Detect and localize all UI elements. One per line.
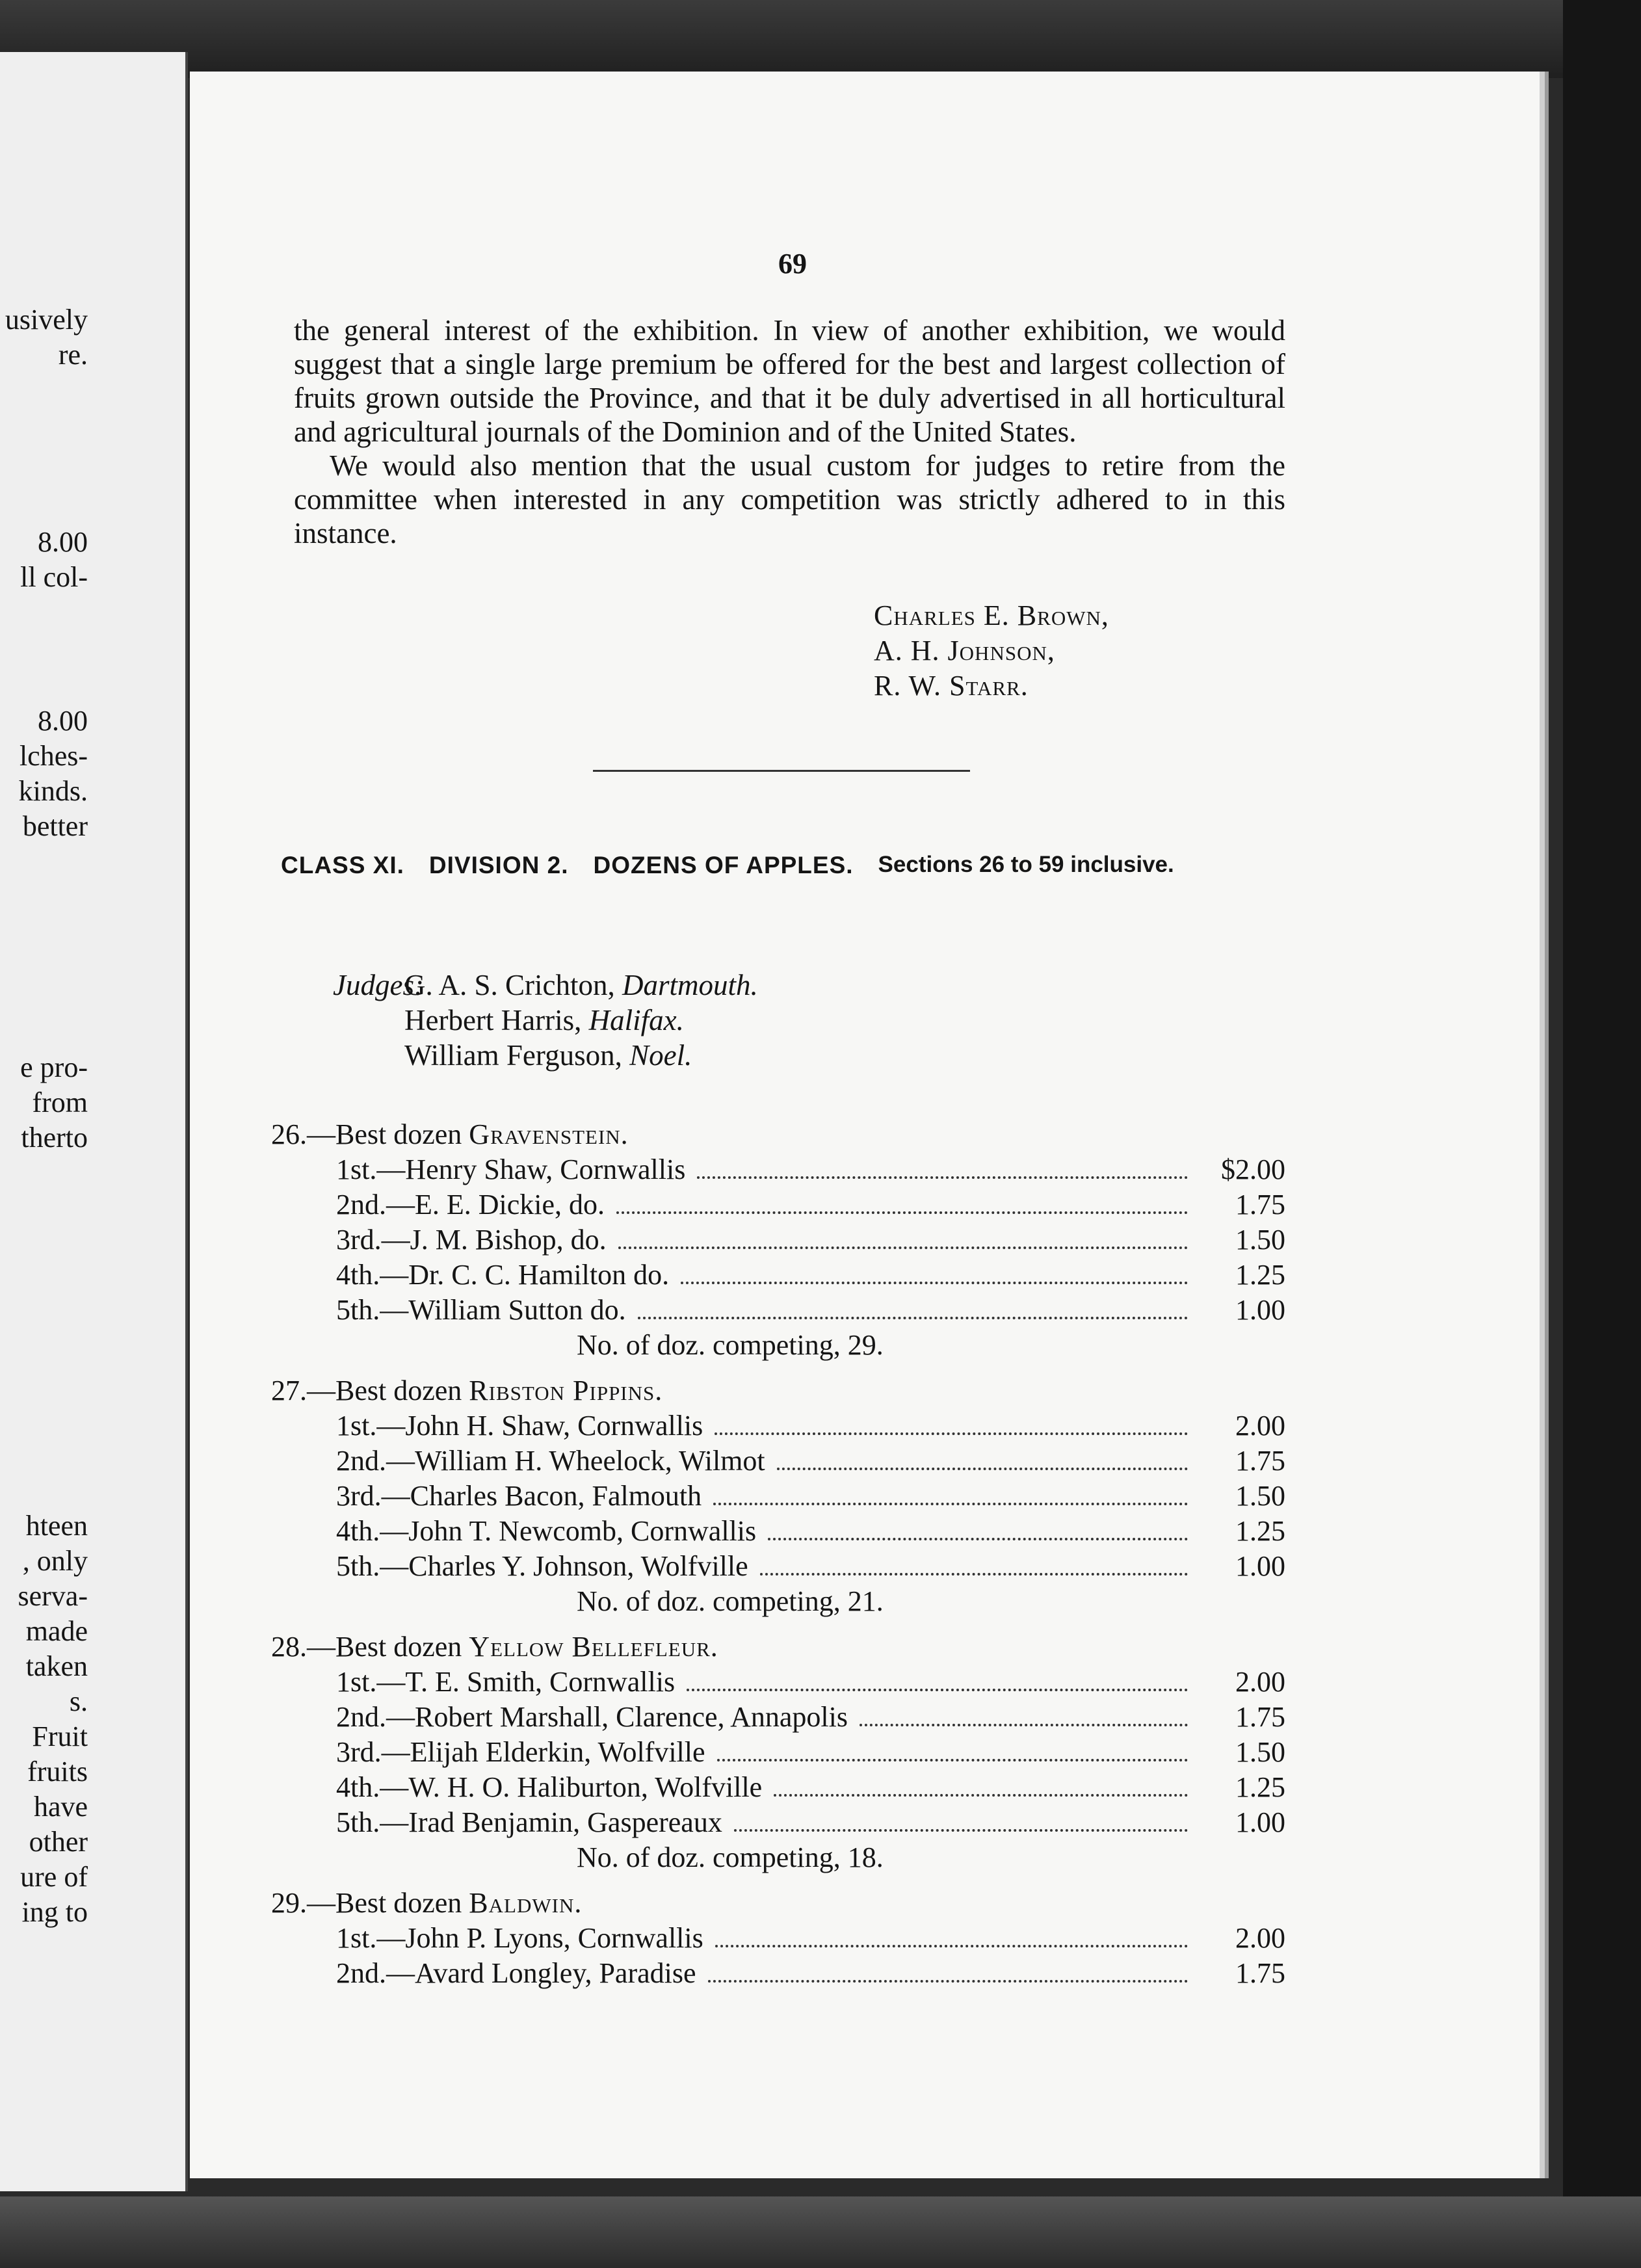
section-number: 27. [271, 1375, 307, 1406]
entry-prize: 1.75 [1235, 1189, 1285, 1220]
entry-name: —T. E. Smith, Cornwallis [376, 1666, 676, 1698]
leader-dots [618, 1246, 1188, 1249]
prize-entry [336, 1700, 1285, 1735]
entry-prize: 1.25 [1235, 1515, 1285, 1547]
entry-prize: 1.50 [1235, 1736, 1285, 1768]
background-bottom [0, 2196, 1641, 2268]
entry-prize: 1.25 [1235, 1259, 1285, 1291]
entry-place: 4th. [336, 1771, 380, 1803]
fragment-line: ing to [21, 1896, 88, 1928]
entry-place: 4th. [336, 1515, 380, 1547]
leader-dots [638, 1317, 1188, 1319]
intro-text [294, 313, 1285, 550]
entry-place: 1st. [336, 1154, 377, 1185]
section-title [271, 1117, 1285, 1152]
fragment-line: made [25, 1615, 88, 1647]
leader-dots [713, 1503, 1188, 1505]
entry-place: 4th. [336, 1259, 380, 1291]
fragment-middle [19, 739, 88, 844]
judge-line [404, 1003, 758, 1038]
fragment-amount: 8.00 [38, 526, 88, 558]
entry-name: —Elijah Elderkin, Wolfville [381, 1736, 705, 1768]
entry-name: —John T. Newcomb, Cornwallis [380, 1515, 757, 1547]
entry-place: 5th. [336, 1294, 380, 1326]
fragment-line: usively [5, 304, 88, 336]
leader-dots [768, 1538, 1188, 1540]
entry-prize: 1.75 [1235, 1957, 1285, 1989]
leader-dots [715, 1432, 1188, 1435]
prize-entry [336, 1187, 1285, 1222]
intro-paragraph: We would also mention that the usual custom for judges to retire from the committee when interested in any competition was strictly adhered to in this instance. [294, 449, 1285, 549]
fragment-line: ll col- [20, 561, 88, 593]
leader-dots [777, 1468, 1188, 1470]
section-title [271, 1886, 1285, 1921]
fragment-top [5, 302, 88, 373]
section-26 [271, 1117, 1285, 1363]
fragment-amount: 8.00 [38, 705, 88, 737]
fragment-line: from [32, 1087, 88, 1118]
entry-prize: 1.00 [1235, 1806, 1285, 1838]
entry-place: 3rd. [336, 1480, 382, 1512]
intro-paragraph: the general interest of the exhibition. In view of another exhibition, we would suggest that a single large premium be offered for the best and largest collection of fruits grown outside the Province, and that it be duly advertised in all horticultural and agricultural journals of the Dominion and of the United States. [294, 314, 1285, 448]
document-page [190, 72, 1540, 2178]
prize-entry [336, 1770, 1285, 1805]
class-title: DOZENS OF APPLES. [593, 852, 854, 878]
fragment-line: , only [22, 1545, 88, 1577]
leader-dots [687, 1689, 1188, 1691]
judges-label: Judges: [333, 969, 424, 1001]
prize-entry [336, 1921, 1285, 1956]
background-right [1563, 0, 1641, 2268]
entry-name: —Charles Y. Johnson, Wolfville [380, 1550, 748, 1582]
section-number: 28. [271, 1631, 307, 1663]
prize-entry [336, 1549, 1285, 1584]
judge-name: Herbert Harris, [404, 1004, 582, 1036]
judge-place: Noel. [629, 1039, 692, 1072]
fragment-line: have [33, 1791, 88, 1823]
signatures [874, 598, 1109, 704]
section-number: 26. [271, 1118, 307, 1150]
class-header [281, 852, 1276, 879]
entry-prize: 1.50 [1235, 1224, 1285, 1256]
entry-name: —William H. Wheelock, Wilmot [386, 1445, 765, 1477]
entry-name: —E. E. Dickie, do. [386, 1189, 605, 1220]
judge-line [404, 1038, 758, 1073]
entry-name: —John H. Shaw, Cornwallis [376, 1410, 703, 1442]
fragment-bottom [18, 1509, 88, 1930]
section-heading: —Best dozen [307, 1118, 462, 1150]
judges-block [333, 968, 758, 1073]
entry-name: —William Sutton do. [380, 1294, 626, 1326]
entry-place: 5th. [336, 1550, 380, 1582]
section-29 [271, 1886, 1285, 1991]
entry-place: 2nd. [336, 1701, 386, 1733]
entry-prize: 1.50 [1235, 1480, 1285, 1512]
fragment-pro [20, 1050, 88, 1155]
prize-entry [336, 1665, 1285, 1700]
entry-place: 3rd. [336, 1224, 382, 1256]
leader-dots [715, 1945, 1188, 1947]
entry-place: 2nd. [336, 1189, 386, 1220]
sections-range: Sections 26 to 59 inclusive. [878, 852, 1174, 877]
judge-name: William Ferguson, [404, 1039, 622, 1072]
judge-place: Halifax. [588, 1004, 684, 1036]
fragment-line: s. [69, 1685, 88, 1717]
entry-place: 1st. [336, 1922, 377, 1954]
leader-dots [697, 1176, 1188, 1179]
entry-place: 1st. [336, 1666, 377, 1698]
entry-prize: 2.00 [1235, 1922, 1285, 1954]
prize-entry [336, 1258, 1285, 1293]
leader-dots [717, 1759, 1188, 1761]
fragment-line: lches- [19, 740, 88, 772]
entry-prize: 1.75 [1235, 1701, 1285, 1733]
entry-prize: 1.00 [1235, 1550, 1285, 1582]
section-heading: —Best dozen [307, 1887, 462, 1919]
entry-name: —J. M. Bishop, do. [381, 1224, 607, 1256]
entry-place: 2nd. [336, 1445, 386, 1477]
entry-name: —John P. Lyons, Cornwallis [376, 1922, 703, 1954]
fragment-line: other [29, 1826, 88, 1858]
prize-entry [336, 1735, 1285, 1770]
competing-count: No. of doz. competing, 29. [577, 1329, 884, 1361]
leader-dots [681, 1282, 1188, 1284]
fragment-line: re. [58, 339, 88, 371]
prize-entry [336, 1479, 1285, 1514]
entry-name: —Dr. C. C. Hamilton do. [380, 1259, 670, 1291]
entry-prize: 2.00 [1235, 1666, 1285, 1698]
entry-place: 5th. [336, 1806, 380, 1838]
leader-dots [734, 1829, 1188, 1832]
prize-entry [336, 1408, 1285, 1444]
entry-prize: 2.00 [1235, 1410, 1285, 1442]
signature: R. W. Starr. [874, 670, 1029, 702]
background-top [0, 0, 1641, 78]
competing-count: No. of doz. competing, 18. [577, 1841, 884, 1873]
fragment-line: taken [25, 1650, 88, 1682]
entry-prize: 1.00 [1235, 1294, 1285, 1326]
entry-place: 3rd. [336, 1736, 382, 1768]
leader-dots [860, 1724, 1188, 1726]
entry-prize: $2.00 [1221, 1154, 1285, 1185]
entry-name: —Robert Marshall, Clarence, Annapolis [386, 1701, 848, 1733]
entry-name: —Irad Benjamin, Gaspereaux [380, 1806, 722, 1838]
fragment-line: Fruit [32, 1721, 88, 1752]
page-number: 69 [778, 248, 807, 280]
fragment-line: fruits [27, 1756, 88, 1787]
entry-name: —Charles Bacon, Falmouth [381, 1480, 702, 1512]
apple-variety: Baldwin. [469, 1887, 583, 1919]
section-number: 29. [271, 1887, 307, 1919]
apple-variety: Yellow Bellefleur. [469, 1631, 718, 1663]
section-heading: —Best dozen [307, 1375, 462, 1406]
section-title [271, 1629, 1285, 1665]
sections-list [271, 1117, 1285, 2001]
section-heading: —Best dozen [307, 1631, 462, 1663]
fragment-line: therto [21, 1122, 88, 1154]
entry-name: —Avard Longley, Paradise [386, 1957, 696, 1989]
signature: Charles E. Brown, [874, 600, 1109, 631]
apple-variety: Gravenstein. [469, 1118, 629, 1150]
prize-entry [336, 1956, 1285, 1991]
judge-name: G. A. S. Crichton, [404, 969, 615, 1001]
leader-dots [708, 1980, 1188, 1983]
class-label: CLASS XI. [281, 852, 404, 878]
fragment-line: kinds. [18, 775, 88, 807]
entry-name: —W. H. O. Haliburton, Wolfville [380, 1771, 763, 1803]
prize-entry [336, 1514, 1285, 1549]
entry-prize: 1.75 [1235, 1445, 1285, 1477]
leader-dots [774, 1794, 1188, 1797]
prize-entry [336, 1444, 1285, 1479]
entry-place: 2nd. [336, 1957, 386, 1989]
fragment-line: hteen [25, 1510, 88, 1542]
divider-rule [593, 770, 970, 772]
entry-name: —Henry Shaw, Cornwallis [376, 1154, 686, 1185]
fragment-line: ure of [20, 1861, 88, 1893]
signature: A. H. Johnson, [874, 635, 1055, 666]
prize-entry [336, 1293, 1285, 1328]
fragment-line: better [22, 810, 88, 842]
previous-page-fragment [0, 52, 188, 2191]
competing-count: No. of doz. competing, 21. [577, 1585, 884, 1617]
prize-entry [336, 1805, 1285, 1840]
section-28 [271, 1629, 1285, 1875]
fragment-line: serva- [18, 1580, 88, 1612]
section-title [271, 1373, 1285, 1408]
prize-entry [336, 1152, 1285, 1187]
leader-dots [760, 1573, 1188, 1576]
judge-line [404, 968, 758, 1003]
entry-place: 1st. [336, 1410, 377, 1442]
judge-place: Dartmouth. [622, 969, 758, 1001]
fragment-line: e pro- [20, 1051, 88, 1083]
prize-entry [336, 1222, 1285, 1258]
section-27 [271, 1373, 1285, 1619]
division-label: DIVISION 2. [428, 852, 569, 878]
apple-variety: Ribston Pippins. [469, 1375, 663, 1406]
leader-dots [616, 1211, 1188, 1214]
entry-prize: 1.25 [1235, 1771, 1285, 1803]
